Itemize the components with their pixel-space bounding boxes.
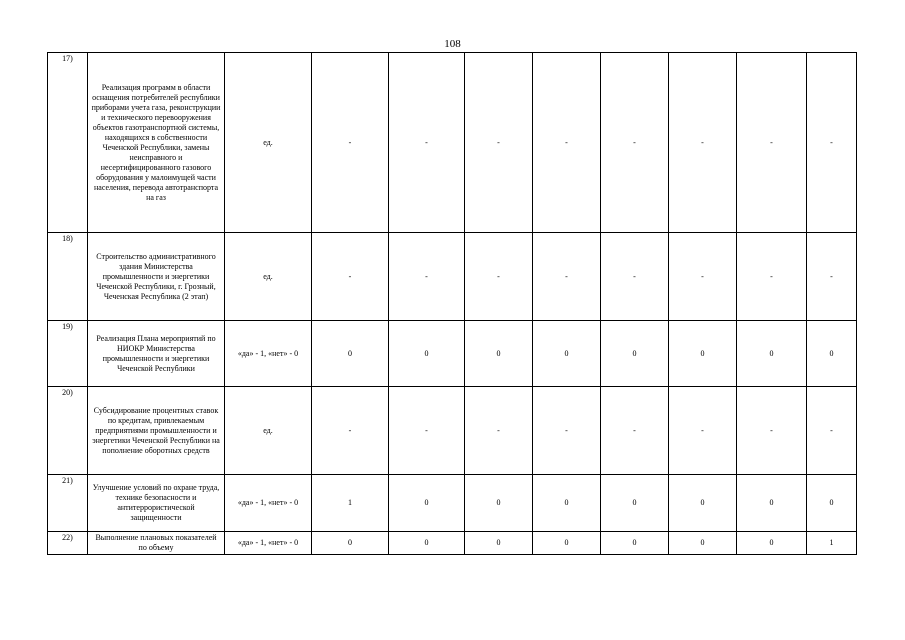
value-cell: - xyxy=(465,233,533,321)
unit-cell: ед. xyxy=(225,233,312,321)
value-cell: - xyxy=(601,53,669,233)
value-cell: 0 xyxy=(807,475,857,532)
value-cell: 0 xyxy=(533,321,601,387)
value-cell: 0 xyxy=(669,321,737,387)
value-cell: 0 xyxy=(601,475,669,532)
row-number: 19) xyxy=(48,321,88,387)
value-cell: - xyxy=(601,387,669,475)
value-cell: 0 xyxy=(533,532,601,555)
table-row xyxy=(48,532,857,555)
value-cell: - xyxy=(312,233,389,321)
indicator-name: Улучшение условий по охране труда, технике безопасности и антитеррористической защищенности xyxy=(88,475,225,532)
indicator-name: Строительство административного здания Министерства промышленности и энергетики Чеченской Республики, г. Грозный, Чеченская Республика (2 этап) xyxy=(88,233,225,321)
value-cell: 0 xyxy=(465,321,533,387)
value-cell: 0 xyxy=(737,532,807,555)
value-cell: 0 xyxy=(669,532,737,555)
table-row xyxy=(48,53,857,233)
value-cell: 1 xyxy=(807,532,857,555)
value-cell: 0 xyxy=(389,321,465,387)
value-cell: 0 xyxy=(389,532,465,555)
page-number: 108 xyxy=(444,38,461,50)
value-cell: - xyxy=(737,53,807,233)
value-cell: - xyxy=(465,387,533,475)
value-cell: - xyxy=(389,387,465,475)
value-cell: - xyxy=(737,387,807,475)
row-number: 18) xyxy=(48,233,88,321)
value-cell: 1 xyxy=(312,475,389,532)
row-number: 21) xyxy=(48,475,88,532)
value-cell: 0 xyxy=(737,321,807,387)
value-cell: - xyxy=(669,233,737,321)
value-cell: 0 xyxy=(669,475,737,532)
value-cell: 0 xyxy=(737,475,807,532)
value-cell: 0 xyxy=(389,475,465,532)
table-row xyxy=(48,387,857,475)
value-cell: - xyxy=(669,53,737,233)
value-cell: - xyxy=(312,53,389,233)
value-cell: - xyxy=(389,53,465,233)
unit-cell: ед. xyxy=(225,53,312,233)
indicator-name: Субсидирование процентных ставок по кредитам, привлекаемым предприятиями промышленности и энергетики Чеченской Республики на пополнение оборотных средств xyxy=(88,387,225,475)
value-cell: 0 xyxy=(601,532,669,555)
unit-cell: «да» - 1, «нет» - 0 xyxy=(225,475,312,532)
value-cell: 0 xyxy=(312,321,389,387)
value-cell: - xyxy=(737,233,807,321)
unit-cell: «да» - 1, «нет» - 0 xyxy=(225,321,312,387)
table-row xyxy=(48,233,857,321)
indicator-name: Выполнение плановых показателей по объему xyxy=(88,532,225,555)
value-cell: - xyxy=(465,53,533,233)
value-cell: - xyxy=(533,387,601,475)
value-cell: 0 xyxy=(312,532,389,555)
value-cell: - xyxy=(669,387,737,475)
value-cell: - xyxy=(533,53,601,233)
unit-cell: «да» - 1, «нет» - 0 xyxy=(225,532,312,555)
unit-cell: ед. xyxy=(225,387,312,475)
indicator-name: Реализация программ в области оснащения потребителей республики приборами учета газа, реконструкции и технического перевооружения объектов газотранспортной системы, находящихся в собственности Чеченской Республики, замены неисправного и несертифицированного газового оборудования у малоимущей части населения, перевода автотранспорта на газ xyxy=(88,53,225,233)
row-number: 20) xyxy=(48,387,88,475)
value-cell: - xyxy=(601,233,669,321)
table-row xyxy=(48,475,857,532)
indicator-name: Реализация Плана мероприятий по НИОКР Министерства промышленности и энергетики Чеченской Республики xyxy=(88,321,225,387)
table-row xyxy=(48,321,857,387)
value-cell: 0 xyxy=(465,475,533,532)
value-cell: - xyxy=(807,387,857,475)
value-cell: - xyxy=(807,53,857,233)
value-cell: - xyxy=(533,233,601,321)
value-cell: - xyxy=(389,233,465,321)
value-cell: 0 xyxy=(601,321,669,387)
value-cell: - xyxy=(807,233,857,321)
value-cell: - xyxy=(312,387,389,475)
row-number: 17) xyxy=(48,53,88,233)
value-cell: 0 xyxy=(807,321,857,387)
row-number: 22) xyxy=(48,532,88,555)
value-cell: 0 xyxy=(465,532,533,555)
value-cell: 0 xyxy=(533,475,601,532)
indicators-table xyxy=(47,52,857,555)
